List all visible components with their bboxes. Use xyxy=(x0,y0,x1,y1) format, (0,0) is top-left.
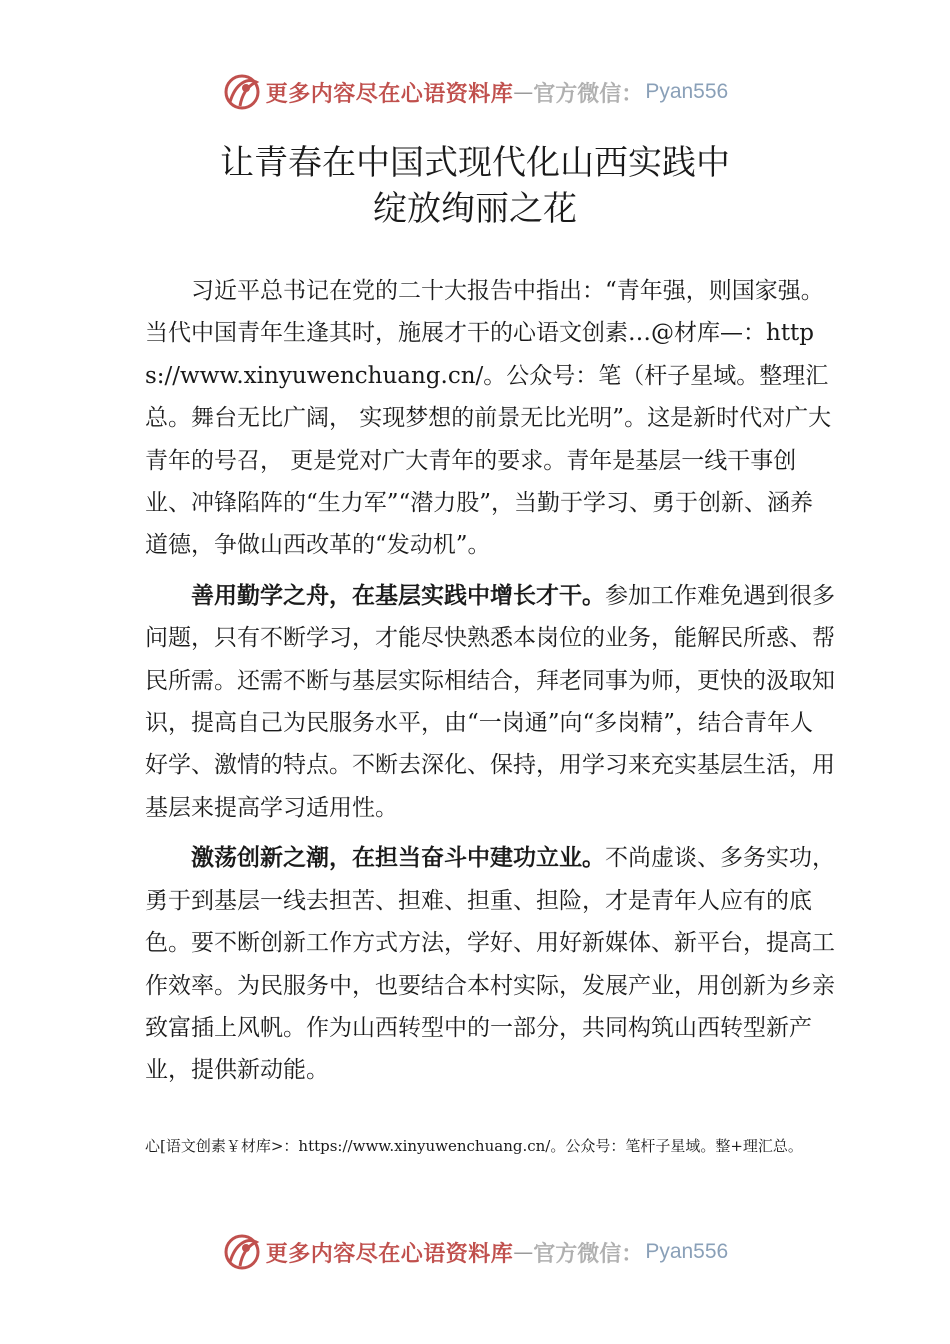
banner-separator: — xyxy=(513,80,534,104)
banner-text: 更多内容尽在心语资料库 xyxy=(265,1240,514,1267)
paragraph-innovation-body: 不尚虚谈、多务实功，勇于到基层一线去担苦、担难、担重、担险，才是青年人应有的底色。要不断创新工作方式方法，学好、用好新媒体、新平台，提高工作效率。为民服务中，也要结合本村实际，发展产业，用创新为乡亲致富插上风帆。作为山西转型中的一部分，共同构筑山西转型新产业，提供新动能。 xyxy=(145,845,835,1084)
banner-wechat-label: 官方微信： xyxy=(533,1240,644,1267)
paragraph-innovation xyxy=(145,837,835,1091)
banner-wechat-id: Pyan556 xyxy=(645,80,729,103)
header-banner xyxy=(0,70,950,114)
document-title xyxy=(0,140,950,232)
banner-wechat-label: 官方微信： xyxy=(533,80,644,107)
paragraph-study xyxy=(145,575,835,829)
paragraph-study-lead: 善用勤学之舟，在基层实践中增长才干。 xyxy=(191,582,605,609)
document-body xyxy=(145,270,835,1092)
footnote: 心[语文创素￥材库>：https://www.xinyuwenchuang.cn/。公众号：笔杆子星域。整+理汇总。 xyxy=(145,1137,803,1155)
brand-logo-icon xyxy=(222,72,262,112)
footer-banner xyxy=(0,1230,950,1274)
brand-logo-icon xyxy=(222,1232,262,1272)
banner-separator: — xyxy=(513,1240,534,1264)
banner-text: 更多内容尽在心语资料库 xyxy=(265,80,514,107)
paragraph-intro: 习近平总书记在党的二十大报告中指出：“青年强，则国家强。当代中国青年生逢其时，施展才干的心语文创素…@材库—：https://www.xinyuwenchuang.cn/。公众号：笔（杆子星域。整理汇总。舞台无比广阔， 实现梦想的前景无比光明”。这是新时代对广大青年的号召， 更是党对广大青年的要求。青年是基层一线干事创业、冲锋陷阵的“生力军”“潜力股”，当勤于学习、勇于创新、涵养道德，争做山西改革的“发动机”。 xyxy=(145,278,832,559)
paragraph-innovation-lead: 激荡创新之潮，在担当奋斗中建功立业。 xyxy=(191,845,605,872)
paragraph-study-body: 参加工作难免遇到很多问题，只有不断学习，才能尽快熟悉本岗位的业务，能解民所惑、帮民所需。还需不断与基层实际相结合，拜老同事为师，更快的汲取知识，提高自己为民服务水平，由“一岗通”向“多岗精”，结合青年人好学、激情的特点。不断去深化、保持，用学习来充实基层生活，用基层来提高学习适用性。 xyxy=(145,582,835,821)
banner-wechat-id: Pyan556 xyxy=(645,1240,729,1263)
title-line-2: 绽放绚丽之花 xyxy=(373,189,577,229)
title-line-1: 让青春在中国式现代化山西实践中 xyxy=(220,143,730,183)
